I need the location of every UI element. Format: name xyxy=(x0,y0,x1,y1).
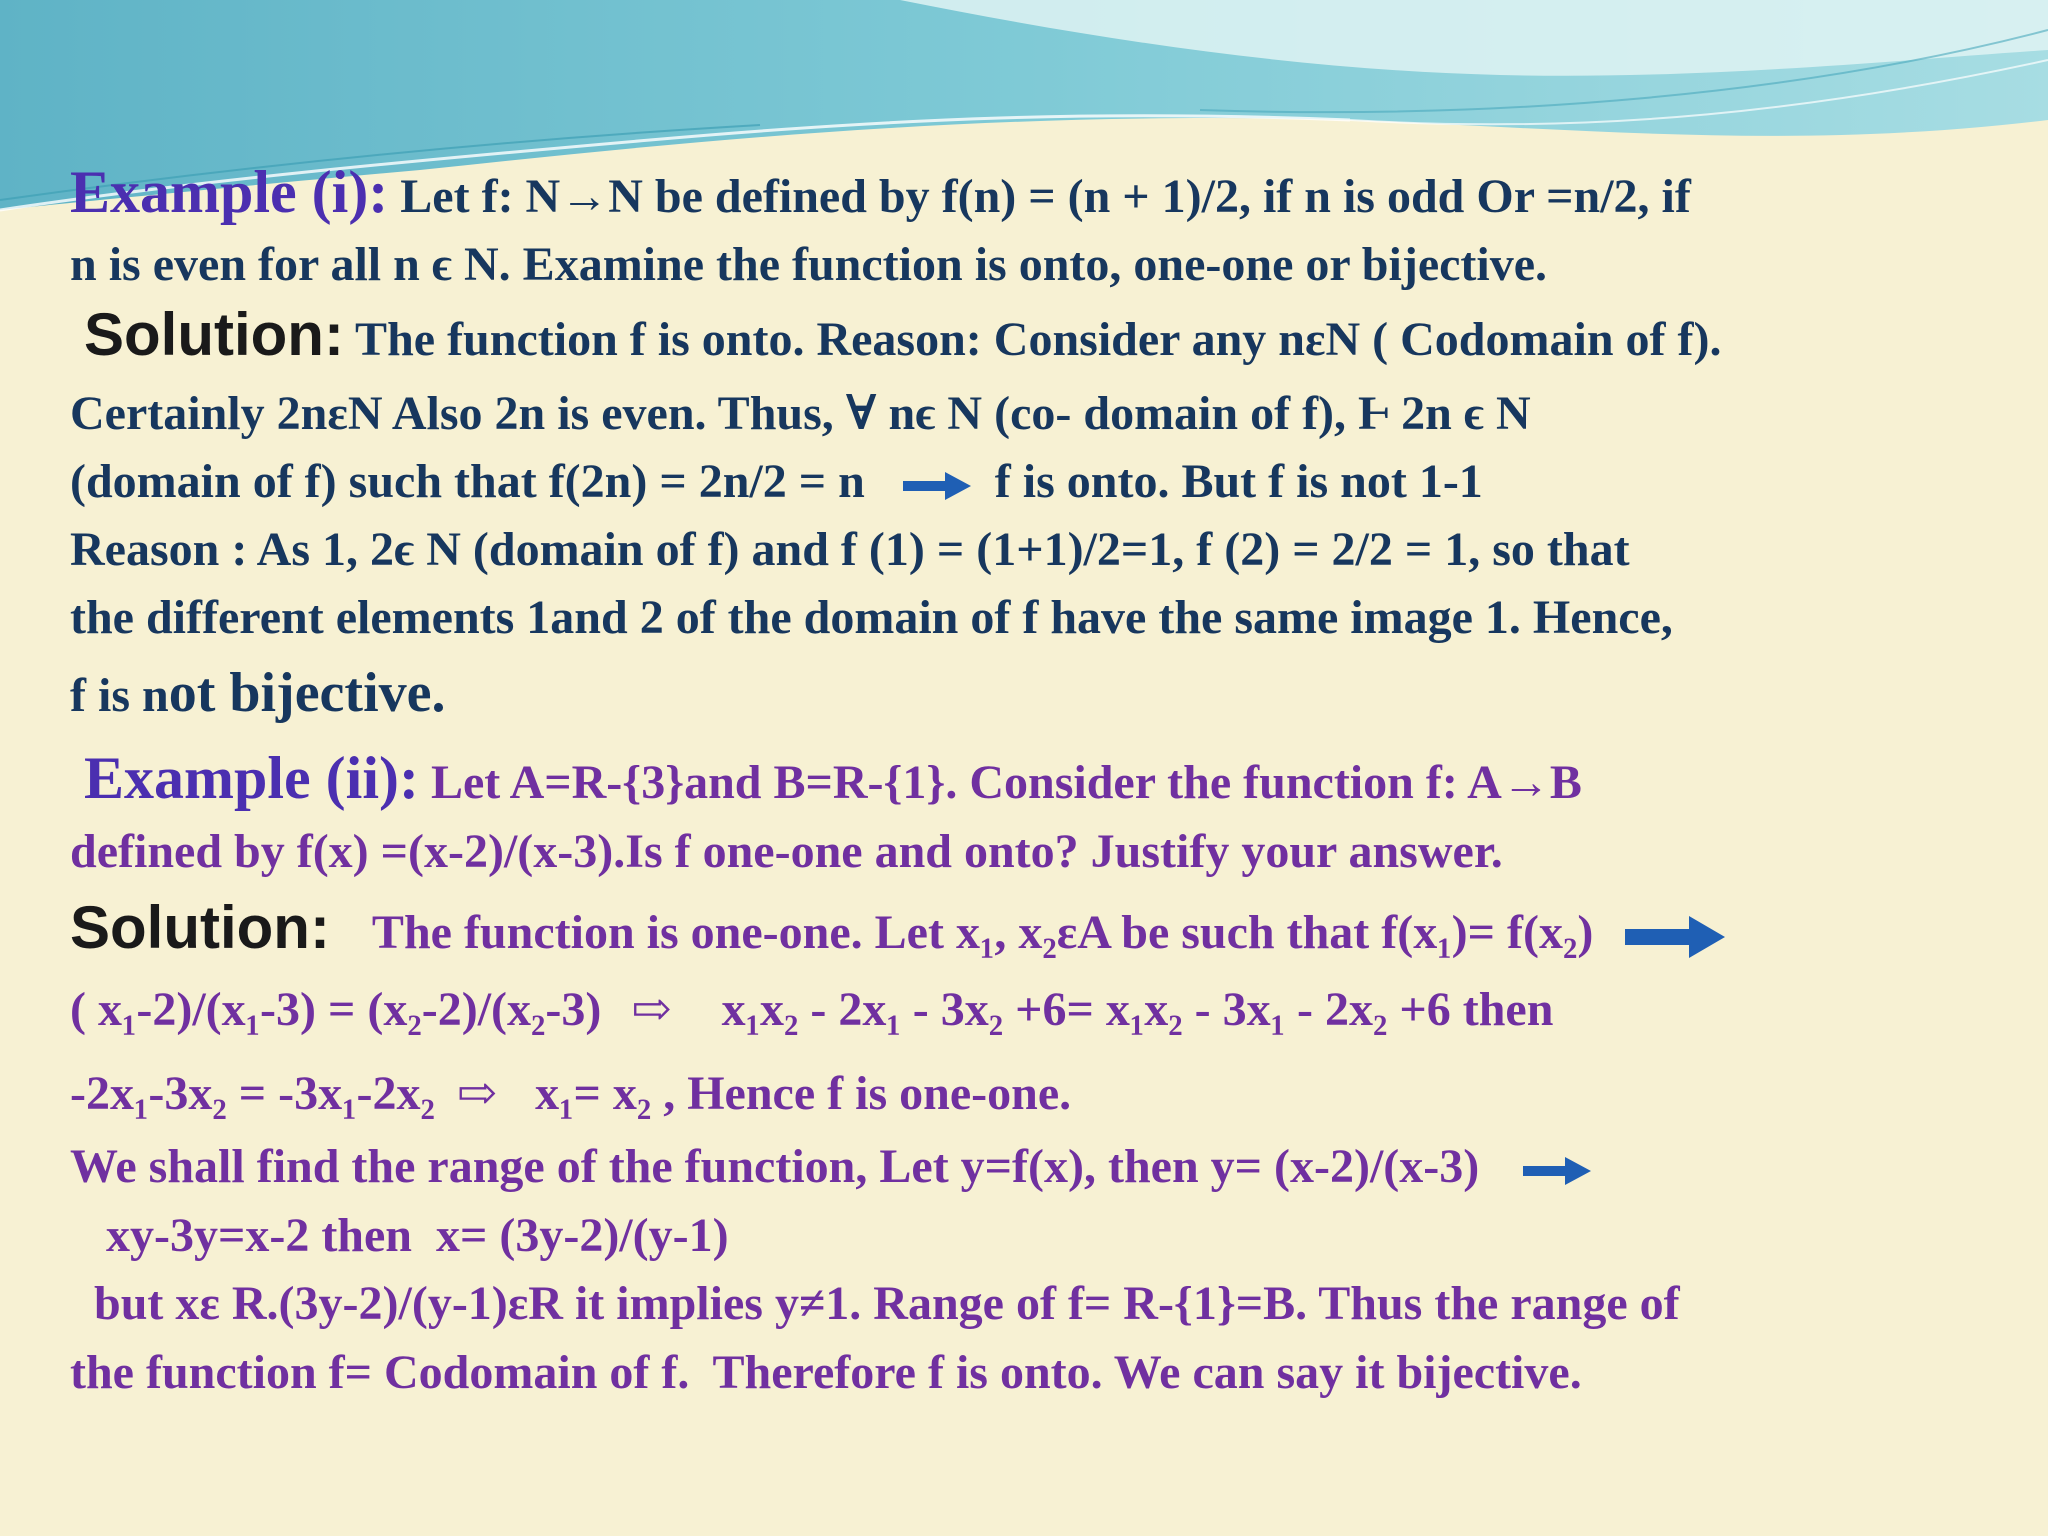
example-2-heading: Example (ii): xyxy=(84,745,419,811)
implies-arrow-icon xyxy=(1521,1154,1593,1188)
solution-1-text-2: Certainly 2nεN Also 2n is even. Thus, ∀ nϵ N (co- domain of f), Ⱶ 2n ϵ N xyxy=(70,387,1531,440)
implies-arrow-icon xyxy=(901,469,973,503)
example-1-heading: Example (i): xyxy=(70,159,389,225)
solution-2-heading: Solution: xyxy=(70,894,330,961)
solution-1-line-3 xyxy=(70,452,1483,512)
solution-2-text-3a: -2x₁-3x₂ = -3x₁-2x₂ xyxy=(70,1067,435,1120)
solution-2-text-2b: x₁x₂ - 2x₁ - 3x₂ +6= x₁x₂ - 3x₁ - 2x₂ +6 then xyxy=(721,983,1554,1036)
solution-1-text-5: the different elements 1and 2 of the domain of f have the same image 1. Hence, xyxy=(70,591,1673,644)
solution-1-line-6 xyxy=(70,663,445,723)
example-1-line-1 xyxy=(70,159,1691,225)
solution-2-text-3b: x₁= x₂ , Hence f is one-one. xyxy=(535,1067,1072,1120)
solution-2-text-7: the function f= Codomain of f. Therefore f is onto. We can say it bijective. xyxy=(70,1346,1582,1399)
solution-1-heading: Solution: xyxy=(84,301,344,368)
solution-2-text-1: The function is one-one. Let x₁, x₂εA be such that f(x₁)= f(x₂) xyxy=(371,906,1594,959)
solution-2-text-5: xy-3y=x-2 then x= (3y-2)/(y-1) xyxy=(70,1209,729,1262)
solution-2-line-1 xyxy=(70,894,1737,961)
implies-double-arrow-icon: ⇨ xyxy=(456,1067,498,1120)
implies-arrow-icon xyxy=(1623,913,1727,961)
solution-1-text-1: The function f is onto. Reason: Consider any nεN ( Codomain of f). xyxy=(343,313,1722,366)
example-1-text-1: Let f: N→N be defined by f(n) = (n + 1)/2, if n is odd Or =n/2, if xyxy=(388,170,1691,223)
solution-1-text-6b: ot bijective. xyxy=(168,662,446,724)
solution-2-line-4 xyxy=(70,1137,1603,1197)
solution-2-text-6: but xε R.(3y-2)/(y-1)εR it implies y≠1. Range of f= R-{1}=B. Thus the range of xyxy=(70,1277,1680,1330)
solution-2-line-3 xyxy=(70,1064,1071,1124)
solution-2-text-2a: ( x₁-2)/(x₁-3) = (x₂-2)/(x₂-3) xyxy=(70,983,602,1036)
implies-double-arrow-icon: ⇨ xyxy=(631,983,672,1036)
solution-1-text-3a: (domain of f) such that f(2n) = 2n/2 = n xyxy=(70,455,865,508)
example-2-text-1: Let A=R-{3}and B=R-{1}. Consider the function f: A→B xyxy=(418,756,1582,809)
solution-1-text-6a: f is n xyxy=(70,669,169,722)
solution-1-line-1 xyxy=(84,301,1722,368)
solution-2-text-4: We shall find the range of the function, Let y=f(x), then y= (x-2)/(x-3) xyxy=(70,1140,1480,1193)
example-1-text-2: n is even for all n ϵ N. Examine the function is onto, one-one or bijective. xyxy=(70,238,1548,291)
example-2-line-1 xyxy=(84,745,1582,811)
solution-1-text-4: Reason : As 1, 2ϵ N (domain of f) and f (1) = (1+1)/2=1, f (2) = 2/2 = 1, so that xyxy=(70,523,1630,576)
solution-2-line-2 xyxy=(70,980,1553,1040)
example-2-text-2: defined by f(x) =(x-2)/(x-3).Is f one-one and onto? Justify your answer. xyxy=(70,825,1503,878)
solution-1-text-3b: f is onto. But f is not 1-1 xyxy=(994,455,1483,508)
